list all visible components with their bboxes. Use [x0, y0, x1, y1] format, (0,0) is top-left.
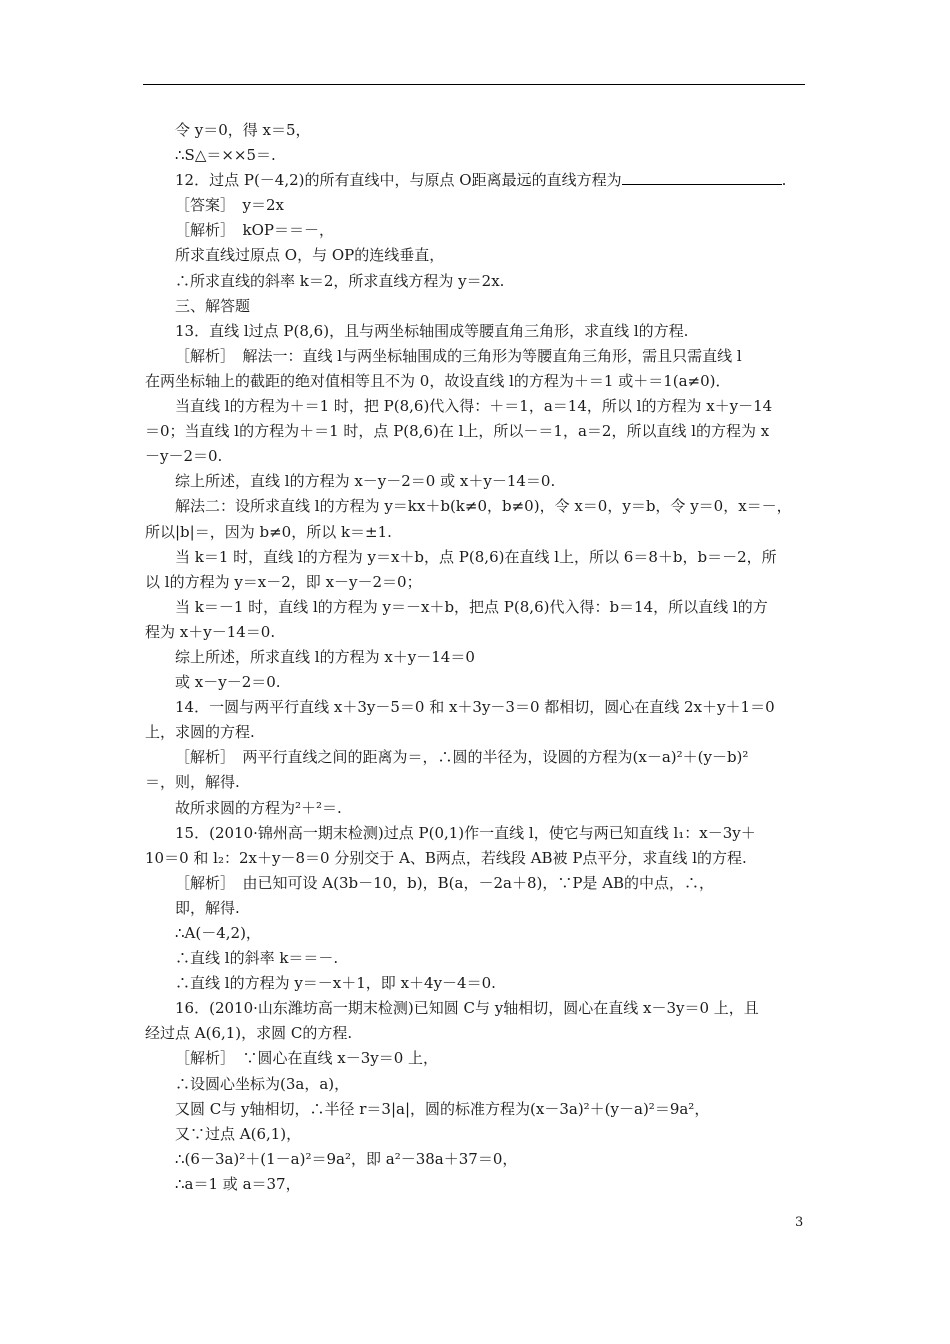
document-body — [145, 118, 807, 1197]
text-line — [145, 218, 807, 243]
text-line-content: 所以|b|＝，因为 b≠0，所以 k＝±1. — [145, 522, 392, 541]
text-line — [145, 269, 807, 294]
text-line-content: ∴设圆心坐标为(3a，a)， — [175, 1074, 350, 1093]
text-line-content: ∴(6－3a)²＋(1－a)²＝9a²，即 a²－38a＋37＝0， — [175, 1149, 518, 1168]
text-line — [145, 670, 807, 695]
answer-blank — [622, 170, 782, 185]
text-line-content: 12．过点 P(－4,2)的所有直线中，与原点 O距离最远的直线方程为 — [175, 171, 622, 190]
text-line-content: ［解析］ ∵圆心在直线 x－3y＝0 上， — [175, 1049, 439, 1068]
text-line-content: ＝0；当直线 l的方程为＋＝1 时，点 P(8,6)在 l上，所以－＝1，a＝2，所以直线 l的方程为 x — [145, 422, 770, 441]
text-line — [145, 846, 807, 871]
text-line-content: 10＝0 和 l₂：2x＋y－8＝0 分别交于 A、B两点，若线段 AB被 P点平分，求直线 l的方程. — [145, 848, 747, 867]
text-line — [145, 821, 807, 846]
text-line — [145, 344, 807, 369]
text-line — [145, 770, 807, 795]
text-line — [145, 469, 807, 494]
text-line-content: 综上所述，所求直线 l的方程为 x＋y－14＝0 — [175, 647, 475, 666]
text-line — [145, 369, 807, 394]
text-line-content: 16．(2010·山东潍坊高一期末检测)已知圆 C与 y轴相切，圆心在直线 x－3y＝0 上，且 — [175, 999, 759, 1018]
text-line — [145, 695, 807, 720]
text-line-content: 程为 x＋y－14＝0. — [145, 622, 276, 641]
text-line-content: ［答案］ y＝2x — [175, 196, 284, 215]
text-line — [145, 595, 807, 620]
text-line — [145, 168, 807, 193]
text-line-content: 即，解得. — [175, 898, 240, 917]
text-line-content: 当 k＝1 时，直线 l的方程为 y＝x＋b，点 P(8,6)在直线 l上，所以 6＝8＋b，b＝－2，所 — [175, 547, 777, 566]
text-line-content: 当直线 l的方程为＋＝1 时，把 P(8,6)代入得：＋＝1，a＝14，所以 l的方程为 x＋y－14 — [175, 397, 773, 416]
text-line — [145, 971, 807, 996]
text-line-content: －y－2＝0. — [145, 447, 223, 466]
text-line — [145, 444, 807, 469]
text-line-content: 又∵过点 A(6,1)， — [175, 1124, 302, 1143]
text-line — [145, 1172, 807, 1197]
text-line — [145, 419, 807, 444]
text-line — [145, 118, 807, 143]
text-line-content: ［解析］ 由已知可设 A(3b－10，b)，B(a，－2a＋8)，∵P是 AB的中点，∴， — [175, 873, 715, 892]
text-line — [145, 1072, 807, 1097]
text-line — [145, 193, 807, 218]
text-line-content: ∴直线 l的斜率 k＝＝－. — [175, 949, 339, 968]
text-line-content: 综上所述，直线 l的方程为 x－y－2＝0 或 x＋y－14＝0. — [175, 472, 556, 491]
text-line — [145, 996, 807, 1021]
text-line — [145, 243, 807, 268]
text-line — [145, 570, 807, 595]
text-line-content: ［解析］ kOP＝＝－， — [175, 221, 334, 240]
text-line — [145, 143, 807, 168]
text-line-content: 三、解答题 — [175, 296, 251, 315]
text-line — [145, 720, 807, 745]
text-line — [145, 896, 807, 921]
text-line-content: 令 y＝0，得 x＝5， — [175, 121, 311, 139]
text-line — [145, 1147, 807, 1172]
text-line — [145, 1097, 807, 1122]
text-line — [145, 796, 807, 821]
text-line — [145, 520, 807, 545]
text-line — [145, 1021, 807, 1046]
text-line — [145, 946, 807, 971]
text-line-content: ［解析］ 解法一：直线 l与两坐标轴围成的三角形为等腰直角三角形，需且只需直线 l — [175, 346, 742, 365]
text-line — [145, 494, 807, 519]
text-line-content: 所求直线过原点 O，与 OP的连线垂直， — [175, 246, 445, 265]
text-line-content: 以 l的方程为 y＝x－2，即 x－y－2＝0； — [145, 572, 422, 591]
text-line — [145, 319, 807, 344]
text-line-content: ∴a＝1 或 a＝37， — [175, 1174, 301, 1193]
text-line-content: ［解析］ 两平行直线之间的距离为＝，∴圆的半径为，设圆的方程为(x－a)²＋(y－b)² — [175, 748, 749, 767]
text-line-content: ∴S△＝××5＝. — [175, 146, 276, 165]
text-line-content: ∴直线 l的方程为 y＝－x＋1，即 x＋4y－4＝0. — [175, 974, 496, 993]
text-line-content: 上，求圆的方程. — [145, 723, 255, 742]
text-line-content: 13．直线 l过点 P(8,6)，且与两坐标轴围成等腰直角三角形，求直线 l的方程. — [175, 321, 689, 340]
text-line — [145, 1122, 807, 1147]
text-line-content: ＝，则，解得. — [145, 773, 240, 792]
header-rule — [143, 84, 805, 85]
text-line-content: 经过点 A(6,1)，求圆 C的方程. — [145, 1024, 353, 1043]
text-line — [145, 1046, 807, 1071]
text-line — [145, 294, 807, 319]
text-line — [145, 745, 807, 770]
text-line-tail: . — [781, 171, 787, 190]
text-line-content: ∴A(－4,2)， — [175, 924, 261, 942]
text-line-content: 14．一圆与两平行直线 x＋3y－5＝0 和 x＋3y－3＝0 都相切，圆心在直线 2x＋y＋1＝0 — [175, 698, 775, 717]
text-line-content: 故所求圆的方程为²＋²＝. — [175, 798, 342, 817]
text-line-content: 又圆 C与 y轴相切，∴半径 r＝3|a|，圆的标准方程为(x－3a)²＋(y－a)²＝9a²， — [175, 1099, 710, 1118]
text-line-content: 15．(2010·锦州高一期末检测)过点 P(0,1)作一直线 l，使它与两已知直线 l₁：x－3y＋ — [175, 823, 756, 842]
text-line-content: 解法二：设所求直线 l的方程为 y＝kx＋b(k≠0，b≠0)，令 x＝0，y＝b，令 y＝0，x＝－， — [175, 497, 792, 516]
text-line — [145, 545, 807, 570]
text-line — [145, 921, 807, 946]
text-line-content: 当 k＝－1 时，直线 l的方程为 y＝－x＋b，把点 P(8,6)代入得：b＝14，所以直线 l的方 — [175, 597, 768, 616]
text-line — [145, 645, 807, 670]
page-number: 3 — [795, 1215, 804, 1230]
text-line-content: 在两坐标轴上的截距的绝对值相等且不为 0，故设直线 l的方程为＋＝1 或＋＝1(a≠0)． — [145, 371, 731, 390]
text-line-content: ∴所求直线的斜率 k＝2，所求直线方程为 y＝2x. — [175, 271, 505, 290]
text-line — [145, 394, 807, 419]
text-line — [145, 620, 807, 645]
text-line — [145, 871, 807, 896]
text-line-content: 或 x－y－2＝0. — [175, 673, 281, 692]
